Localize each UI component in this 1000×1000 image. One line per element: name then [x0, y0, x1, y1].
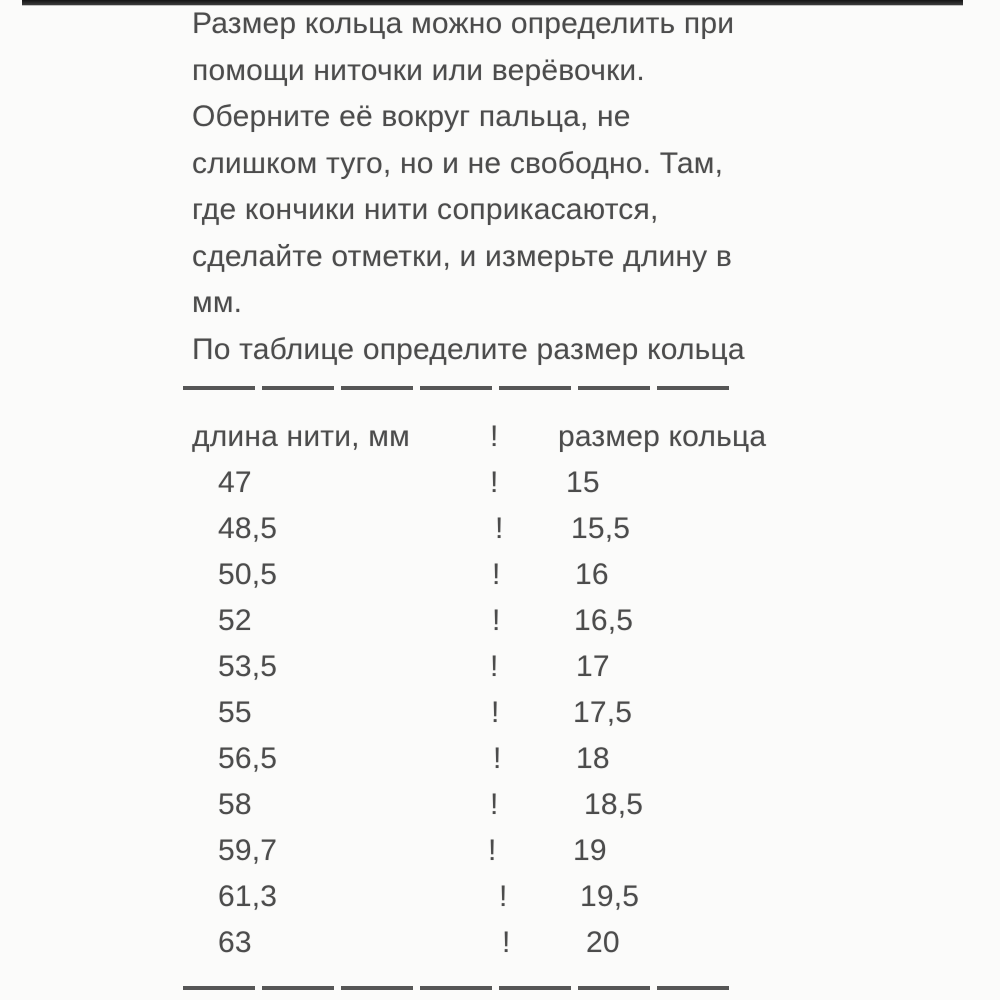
- intro-line-6: сделайте отметки, и измерьте длину в: [192, 239, 733, 273]
- ring-size-cell: 16: [575, 558, 609, 591]
- separator-cell: !: [499, 880, 508, 913]
- separator-cell: !: [502, 926, 511, 959]
- intro-line-5: где кончики нити соприкасаются,: [192, 193, 659, 226]
- divider-bottom: [183, 986, 733, 990]
- intro-line-2: помощи ниточки или верёвочки.: [192, 53, 645, 87]
- table-row: [192, 782, 832, 828]
- ring-size-cell: 17,5: [573, 696, 633, 729]
- separator-cell: !: [493, 742, 502, 775]
- intro-line-8: По таблице определите размер кольца: [192, 332, 745, 366]
- separator-cell: !: [490, 650, 499, 683]
- ring-size-cell: 18: [576, 742, 610, 775]
- intro-line-1: Размер кольца можно определить при: [192, 7, 735, 40]
- thread-length-cell: 50,5: [218, 558, 278, 591]
- thread-length-cell: 55: [218, 696, 252, 729]
- table-header-row: [192, 414, 832, 460]
- separator-cell: !: [490, 788, 499, 821]
- table-row: [192, 644, 832, 690]
- table-row: [192, 690, 832, 736]
- separator-cell: !: [492, 604, 501, 637]
- table-row: [192, 598, 832, 644]
- header-separator: !: [490, 420, 499, 453]
- divider-top: [183, 386, 733, 390]
- header-ring-size: размер кольца: [558, 420, 767, 453]
- thread-length-cell: 59,7: [218, 834, 278, 867]
- separator-cell: !: [488, 834, 497, 867]
- thread-length-cell: 63: [218, 926, 252, 959]
- ring-size-cell: 15,5: [571, 512, 631, 545]
- table-row: [192, 460, 832, 506]
- ring-size-cell: 18,5: [584, 788, 644, 821]
- ring-size-table: [192, 414, 832, 966]
- ring-size-cell: 17: [576, 650, 610, 683]
- thread-length-cell: 56,5: [218, 742, 278, 775]
- separator-cell: !: [490, 466, 499, 499]
- ring-size-cell: 19,5: [580, 880, 640, 913]
- thread-length-cell: 52: [218, 604, 252, 637]
- ring-size-cell: 16,5: [574, 604, 634, 637]
- table-row: [192, 874, 832, 920]
- thread-length-cell: 53,5: [218, 650, 278, 683]
- thread-length-cell: 47: [218, 466, 252, 499]
- separator-cell: !: [491, 696, 500, 729]
- intro-line-7: мм.: [192, 286, 243, 319]
- separator-cell: !: [495, 512, 504, 545]
- thread-length-cell: 48,5: [218, 512, 278, 545]
- ring-size-cell: 15: [566, 466, 600, 499]
- intro-line-3: Оберните её вокруг пальца, не: [192, 100, 631, 133]
- header-thread-length: длина нити, мм: [192, 420, 410, 453]
- table-row: [192, 552, 832, 598]
- ring-size-cell: 19: [573, 834, 607, 867]
- thread-length-cell: 61,3: [218, 880, 278, 913]
- table-row: [192, 920, 832, 966]
- intro-paragraph: [192, 1, 792, 373]
- intro-line-4: слишком туго, но и не свободно. Там,: [192, 146, 724, 180]
- table-body: [192, 460, 832, 966]
- separator-cell: !: [492, 558, 501, 591]
- thread-length-cell: 58: [218, 788, 252, 821]
- ring-size-cell: 20: [586, 926, 620, 959]
- table-row: [192, 506, 832, 552]
- table-row: [192, 736, 832, 782]
- table-row: [192, 828, 832, 874]
